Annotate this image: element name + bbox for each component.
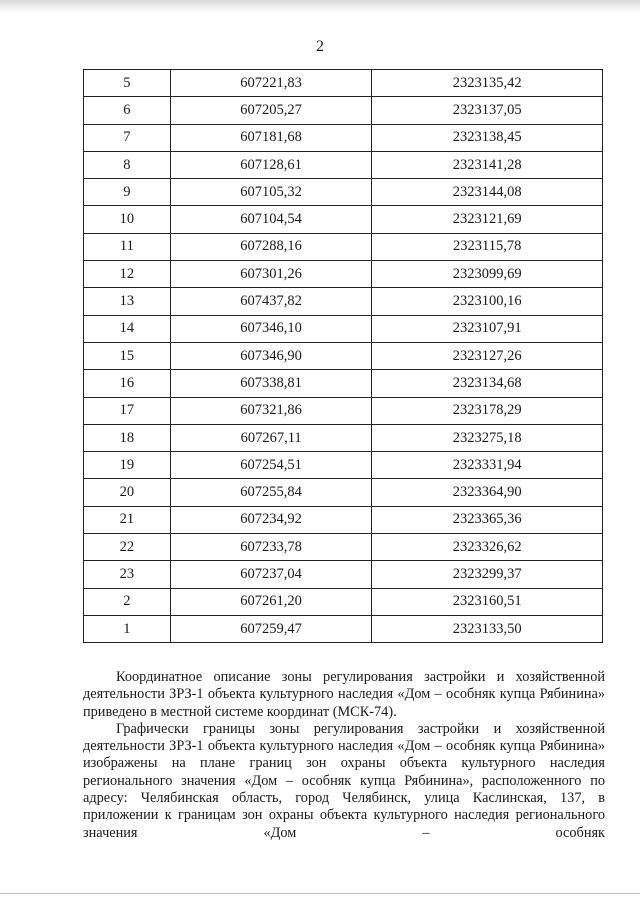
x-coordinate-cell: 607237,04 <box>170 561 372 588</box>
scan-top-shadow <box>0 0 640 14</box>
table-row <box>84 124 603 151</box>
x-coordinate-cell: 607338,81 <box>170 370 372 397</box>
body-text <box>83 669 605 842</box>
y-coordinate-cell: 2323160,51 <box>372 588 603 615</box>
coordinates-table-body <box>84 70 603 643</box>
table-row <box>84 261 603 288</box>
x-coordinate-cell: 607288,16 <box>170 233 372 260</box>
point-number-cell: 10 <box>84 206 171 233</box>
y-coordinate-cell: 2323326,62 <box>372 534 603 561</box>
y-coordinate-cell: 2323141,28 <box>372 151 603 178</box>
point-number-cell: 5 <box>84 70 171 97</box>
y-coordinate-cell: 2323178,29 <box>372 397 603 424</box>
point-number-cell: 18 <box>84 424 171 451</box>
x-coordinate-cell: 607259,47 <box>170 615 372 642</box>
table-row <box>84 97 603 124</box>
y-coordinate-cell: 2323331,94 <box>372 452 603 479</box>
y-coordinate-cell: 2323275,18 <box>372 424 603 451</box>
page-number: 2 <box>316 38 324 55</box>
y-coordinate-cell: 2323107,91 <box>372 315 603 342</box>
scan-bottom-edge <box>0 893 640 894</box>
x-coordinate-cell: 607437,82 <box>170 288 372 315</box>
table-row <box>84 342 603 369</box>
x-coordinate-cell: 607233,78 <box>170 534 372 561</box>
point-number-cell: 13 <box>84 288 171 315</box>
y-coordinate-cell: 2323121,69 <box>372 206 603 233</box>
table-row <box>84 206 603 233</box>
point-number-cell: 7 <box>84 124 171 151</box>
coordinate-description-paragraph: Координатное описание зоны регулирования застройки и хозяйственной деятельности ЗРЗ-1 объекта культурного наследия «Дом – особняк купца Рябинина» приведено в местной системе координат (МСК-74). <box>83 669 605 720</box>
x-coordinate-cell: 607254,51 <box>170 452 372 479</box>
y-coordinate-cell: 2323100,16 <box>372 288 603 315</box>
y-coordinate-cell: 2323138,45 <box>372 124 603 151</box>
x-coordinate-cell: 607267,11 <box>170 424 372 451</box>
y-coordinate-cell: 2323135,42 <box>372 70 603 97</box>
coordinates-table <box>83 69 603 643</box>
y-coordinate-cell: 2323099,69 <box>372 261 603 288</box>
table-row <box>84 179 603 206</box>
table-row <box>84 370 603 397</box>
x-coordinate-cell: 607205,27 <box>170 97 372 124</box>
y-coordinate-cell: 2323144,08 <box>372 179 603 206</box>
y-coordinate-cell: 2323134,68 <box>372 370 603 397</box>
table-row <box>84 315 603 342</box>
point-number-cell: 8 <box>84 151 171 178</box>
table-row <box>84 424 603 451</box>
table-row <box>84 288 603 315</box>
y-coordinate-cell: 2323133,50 <box>372 615 603 642</box>
point-number-cell: 19 <box>84 452 171 479</box>
table-row <box>84 615 603 642</box>
x-coordinate-cell: 607181,68 <box>170 124 372 151</box>
point-number-cell: 23 <box>84 561 171 588</box>
table-row <box>84 233 603 260</box>
point-number-cell: 20 <box>84 479 171 506</box>
x-coordinate-cell: 607346,90 <box>170 342 372 369</box>
point-number-cell: 17 <box>84 397 171 424</box>
x-coordinate-cell: 607221,83 <box>170 70 372 97</box>
x-coordinate-cell: 607105,32 <box>170 179 372 206</box>
table-row <box>84 506 603 533</box>
table-row <box>84 588 603 615</box>
point-number-cell: 1 <box>84 615 171 642</box>
table-row <box>84 561 603 588</box>
x-coordinate-cell: 607234,92 <box>170 506 372 533</box>
x-coordinate-cell: 607321,86 <box>170 397 372 424</box>
x-coordinate-cell: 607255,84 <box>170 479 372 506</box>
y-coordinate-cell: 2323137,05 <box>372 97 603 124</box>
point-number-cell: 14 <box>84 315 171 342</box>
point-number-cell: 21 <box>84 506 171 533</box>
table-row <box>84 452 603 479</box>
point-number-cell: 16 <box>84 370 171 397</box>
x-coordinate-cell: 607346,10 <box>170 315 372 342</box>
graphic-boundaries-paragraph: Графически границы зоны регулирования застройки и хозяйственной деятельности ЗРЗ-1 объекта культурного наследия «Дом – особняк купца Рябинина» изображены на плане границ зон охраны объекта культурного наследия регионального значения «Дом – особняк купца Рябинина», расположенного по адресу: Челябинская область, город Челябинск, улица Каслинская, 137, в приложении к границам зон охраны объекта культурного наследия регионального значения «Дом – особняк <box>83 720 605 841</box>
x-coordinate-cell: 607104,54 <box>170 206 372 233</box>
x-coordinate-cell: 607301,26 <box>170 261 372 288</box>
point-number-cell: 11 <box>84 233 171 260</box>
table-row <box>84 151 603 178</box>
y-coordinate-cell: 2323127,26 <box>372 342 603 369</box>
x-coordinate-cell: 607261,20 <box>170 588 372 615</box>
table-row <box>84 397 603 424</box>
x-coordinate-cell: 607128,61 <box>170 151 372 178</box>
table-row <box>84 479 603 506</box>
y-coordinate-cell: 2323299,37 <box>372 561 603 588</box>
point-number-cell: 6 <box>84 97 171 124</box>
y-coordinate-cell: 2323365,36 <box>372 506 603 533</box>
point-number-cell: 12 <box>84 261 171 288</box>
table-row <box>84 70 603 97</box>
y-coordinate-cell: 2323115,78 <box>372 233 603 260</box>
point-number-cell: 15 <box>84 342 171 369</box>
y-coordinate-cell: 2323364,90 <box>372 479 603 506</box>
table-row <box>84 534 603 561</box>
point-number-cell: 22 <box>84 534 171 561</box>
point-number-cell: 9 <box>84 179 171 206</box>
point-number-cell: 2 <box>84 588 171 615</box>
